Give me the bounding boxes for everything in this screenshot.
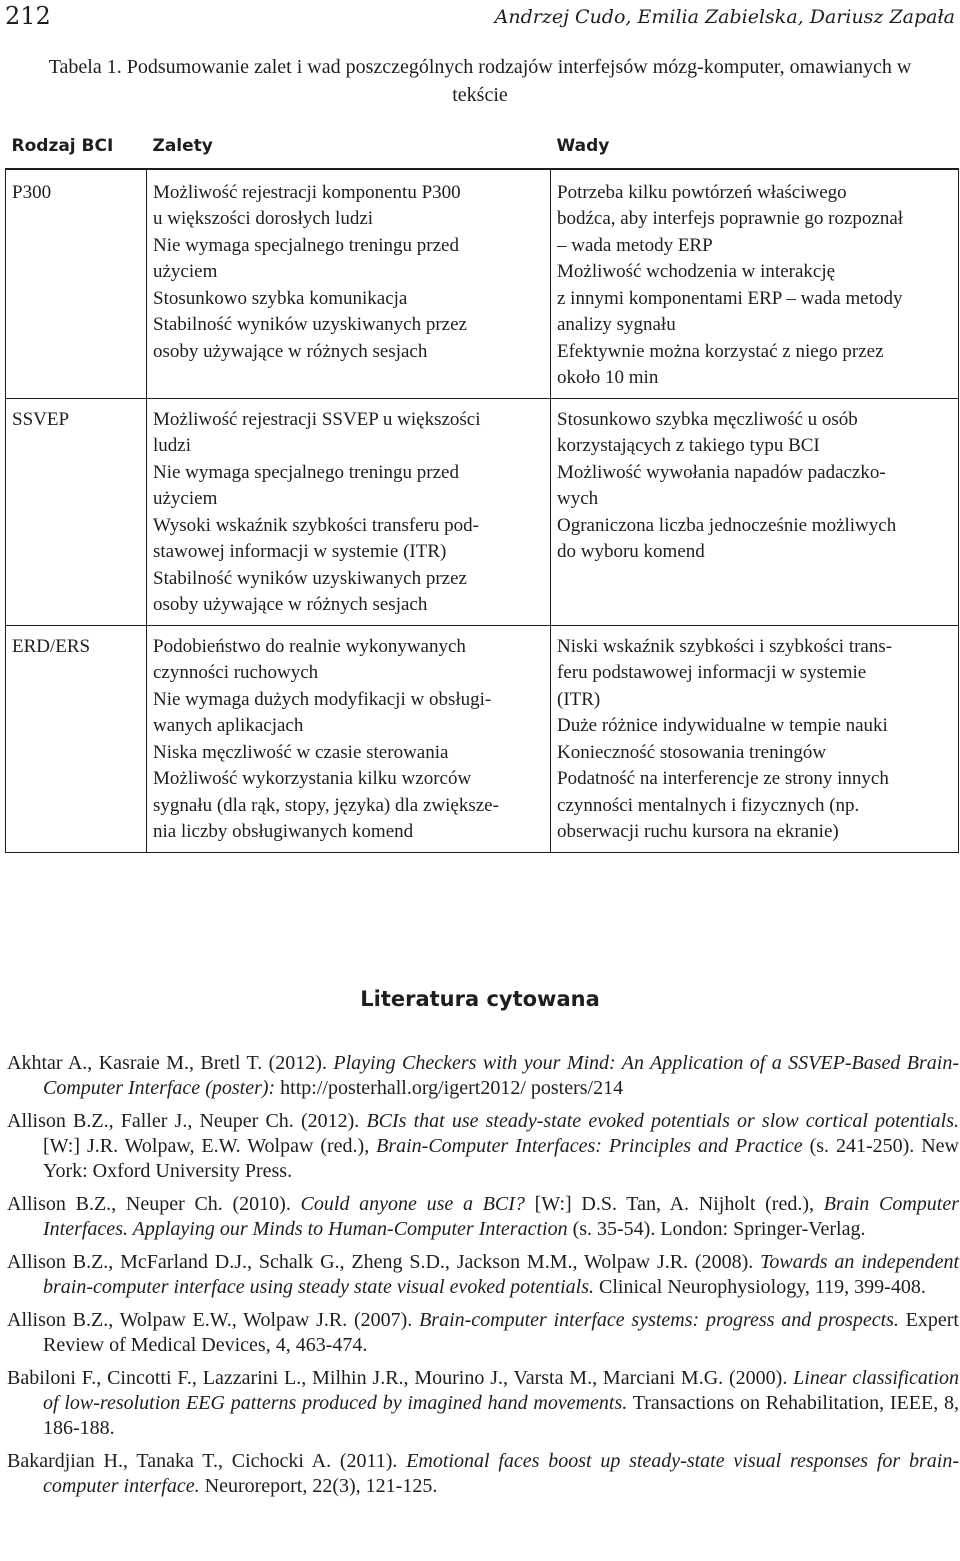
- cell-line: Możliwość rejestracji SSVEP u większości: [153, 408, 481, 430]
- ref-authors: Babiloni F., Cincotti F., Lazzarini L., Milhin J.R., Mourino J., Varsta M., Marciani M.G. (2000).: [7, 1367, 794, 1389]
- cons-cell: [551, 169, 959, 399]
- ref-source: Clinical Neurophysiology, 119, 399-408.: [594, 1276, 926, 1298]
- cell-line: ludzi: [153, 435, 191, 456]
- ref-book-title: Brain-Computer Interfaces: Principles and Practice: [376, 1135, 803, 1157]
- ref-source: http://posterhall.org/igert2012/ posters/214: [275, 1077, 624, 1099]
- cell-line: Niski wskaźnik szybkości i szybkości trans-: [557, 635, 893, 657]
- cell-line: bodźca, aby interfejs poprawnie go rozpoznał: [557, 208, 904, 229]
- ref-title: Towards an independent brain-computer interface using steady state visual evoked potentials.: [43, 1251, 959, 1298]
- reference-list: [7, 1051, 959, 1507]
- cell-line: wych: [557, 488, 599, 509]
- running-title: Andrzej Cudo, Emilia Zabielska, Dariusz Zapała: [494, 6, 955, 28]
- cell-line: Nie wymaga specjalnego treningu przed: [153, 461, 459, 483]
- reference-item: [7, 1250, 959, 1300]
- cell-line: Możliwość wykorzystania kilku wzorców: [153, 768, 472, 789]
- ref-authors: Akhtar A., Kasraie M., Bretl T. (2012).: [7, 1052, 334, 1074]
- ref-source: Neuroreport, 22(3), 121-125.: [199, 1475, 438, 1497]
- ref-title: Could anyone use a BCI?: [300, 1193, 525, 1215]
- cell-line: Potrzeba kilku powtórzeń właściwego: [557, 181, 847, 203]
- reference-item: [7, 1366, 959, 1441]
- reference-item: [7, 1308, 959, 1358]
- column-header-pros: Zalety: [147, 127, 551, 169]
- cell-line: – wada metody ERP: [557, 234, 713, 256]
- cell-line: do wyboru komend: [557, 541, 705, 562]
- cell-line: sygnału (dla rąk, stopy, języka) dla zwiększe-: [153, 794, 499, 816]
- bci-type-cell: P300: [6, 169, 147, 399]
- bci-type-cell: ERD/ERS: [6, 625, 147, 852]
- cell-line: osoby używające w różnych sesjach: [153, 594, 428, 615]
- cell-line: Możliwość wywołania napadów padaczko-: [557, 461, 886, 483]
- cell-line: Stabilność wyników uzyskiwanych przez: [153, 567, 467, 589]
- cell-line: czynności ruchowych: [153, 662, 319, 683]
- cell-line: Możliwość rejestracji komponentu P300: [153, 181, 461, 203]
- cell-line: (ITR): [557, 688, 601, 710]
- cell-line: analizy sygnału: [557, 314, 676, 335]
- ref-authors: Allison B.Z., McFarland D.J., Schalk G., Zheng S.D., Jackson M.M., Wolpaw J.R. (2008).: [7, 1251, 761, 1273]
- cell-line: Wysoki wskaźnik szybkości transferu pod-: [153, 514, 480, 536]
- cons-cell: [551, 398, 959, 625]
- ref-publisher: (s. 241-250). New York: Oxford University Press.: [43, 1135, 959, 1182]
- pros-cell: [147, 625, 551, 852]
- reference-item: [7, 1449, 959, 1499]
- cell-line: osoby używające w różnych sesjach: [153, 340, 428, 362]
- cell-line: Stabilność wyników uzyskiwanych przez: [153, 314, 467, 335]
- page-number: 212: [5, 2, 51, 30]
- ref-authors: Bakardjian H., Tanaka T., Cichocki A. (2011).: [7, 1450, 407, 1472]
- cons-cell: [551, 625, 959, 852]
- cell-line: Nie wymaga specjalnego treningu przed: [153, 234, 459, 256]
- cell-line: korzystających z takiego typu BCI: [557, 435, 820, 456]
- table-row: [6, 398, 959, 625]
- cell-line: u większości dorosłych ludzi: [153, 208, 374, 229]
- column-header-type: Rodzaj BCI: [6, 127, 147, 169]
- ref-title: Emotional faces boost up steady-state visual responses for brain-computer interface.: [43, 1450, 959, 1497]
- ref-title: Playing Checkers with your Mind: An Application of a SSVEP-Based Brain-Computer Interface (poster):: [43, 1052, 960, 1099]
- reference-item: [7, 1192, 959, 1242]
- ref-source: [W:] D.S. Tan, A. Nijholt (red.),: [524, 1193, 824, 1215]
- ref-source: [W:] J.R. Wolpaw, E.W. Wolpaw (red.),: [43, 1135, 377, 1157]
- cell-line: Konieczność stosowania treningów: [557, 741, 827, 763]
- cell-line: Ograniczona liczba jednocześnie możliwych: [557, 514, 897, 536]
- cell-line: feru podstawowej informacji w systemie: [557, 662, 867, 683]
- bci-comparison-table: [5, 127, 959, 853]
- page-header: [5, 2, 955, 32]
- ref-publisher: (s. 35-54). London: Springer-Verlag.: [567, 1218, 866, 1240]
- cell-line: Nie wymaga dużych modyfikacji w obsługi-: [153, 688, 492, 710]
- cell-line: z innymi komponentami ERP – wada metody: [557, 287, 903, 309]
- cell-line: Podatność na interferencje ze strony innych: [557, 768, 889, 789]
- ref-source: Expert Review of Medical Devices, 4, 463-474.: [43, 1309, 959, 1356]
- column-header-cons: Wady: [551, 127, 959, 169]
- cell-line: Stosunkowo szybka męczliwość u osób: [557, 408, 858, 430]
- table-header-row: [6, 127, 959, 169]
- ref-authors: Allison B.Z., Faller J., Neuper Ch. (2012).: [7, 1110, 367, 1132]
- cell-line: nia liczby obsługiwanych komend: [153, 821, 414, 842]
- reference-item: [7, 1109, 959, 1184]
- ref-title: BCIs that use steady-state evoked potentials or slow cortical potentials.: [366, 1110, 959, 1132]
- table-row: [6, 169, 959, 399]
- cell-line: czynności mentalnych i fizycznych (np.: [557, 794, 860, 816]
- section-title: Literatura cytowana: [360, 987, 600, 1011]
- cell-line: Stosunkowo szybka komunikacja: [153, 287, 408, 309]
- ref-authors: Allison B.Z., Neuper Ch. (2010).: [7, 1193, 301, 1215]
- cell-line: około 10 min: [557, 367, 659, 388]
- ref-source: Transactions on Rehabilitation, IEEE, 8, 186-188.: [43, 1392, 959, 1439]
- cell-line: Duże różnice indywidualne w tempie nauki: [557, 715, 888, 736]
- ref-title: Linear classification of low-resolution EEG patterns produced by imagined hand movements.: [43, 1367, 959, 1414]
- pros-cell: [147, 169, 551, 399]
- cell-line: Efektywnie można korzystać z niego przez: [557, 340, 884, 362]
- cell-line: wanych aplikacjach: [153, 715, 304, 736]
- table-caption: Tabela 1. Podsumowanie zalet i wad poszczególnych rodzajów interfejsów mózg-komputer, omawianych w tekście: [48, 56, 912, 106]
- reference-item: [7, 1051, 959, 1101]
- ref-book-title: Brain Computer Interfaces. Applaying our Minds to Human-Computer Interaction: [43, 1193, 959, 1240]
- cell-line: Podobieństwo do realnie wykonywanych: [153, 635, 466, 657]
- pros-cell: [147, 398, 551, 625]
- cell-line: Niska męczliwość w czasie sterowania: [153, 741, 449, 763]
- ref-authors: Allison B.Z., Wolpaw E.W., Wolpaw J.R. (2007).: [7, 1309, 420, 1331]
- cell-line: stawowej informacji w systemie (ITR): [153, 541, 447, 562]
- bci-type-cell: SSVEP: [6, 398, 147, 625]
- ref-title: Brain-computer interface systems: progress and prospects.: [419, 1309, 899, 1331]
- cell-line: użyciem: [153, 261, 218, 282]
- table-row: [6, 625, 959, 852]
- cell-line: użyciem: [153, 488, 218, 509]
- cell-line: Możliwość wchodzenia w interakcję: [557, 261, 836, 282]
- cell-line: obserwacji ruchu kursora na ekranie): [557, 821, 839, 842]
